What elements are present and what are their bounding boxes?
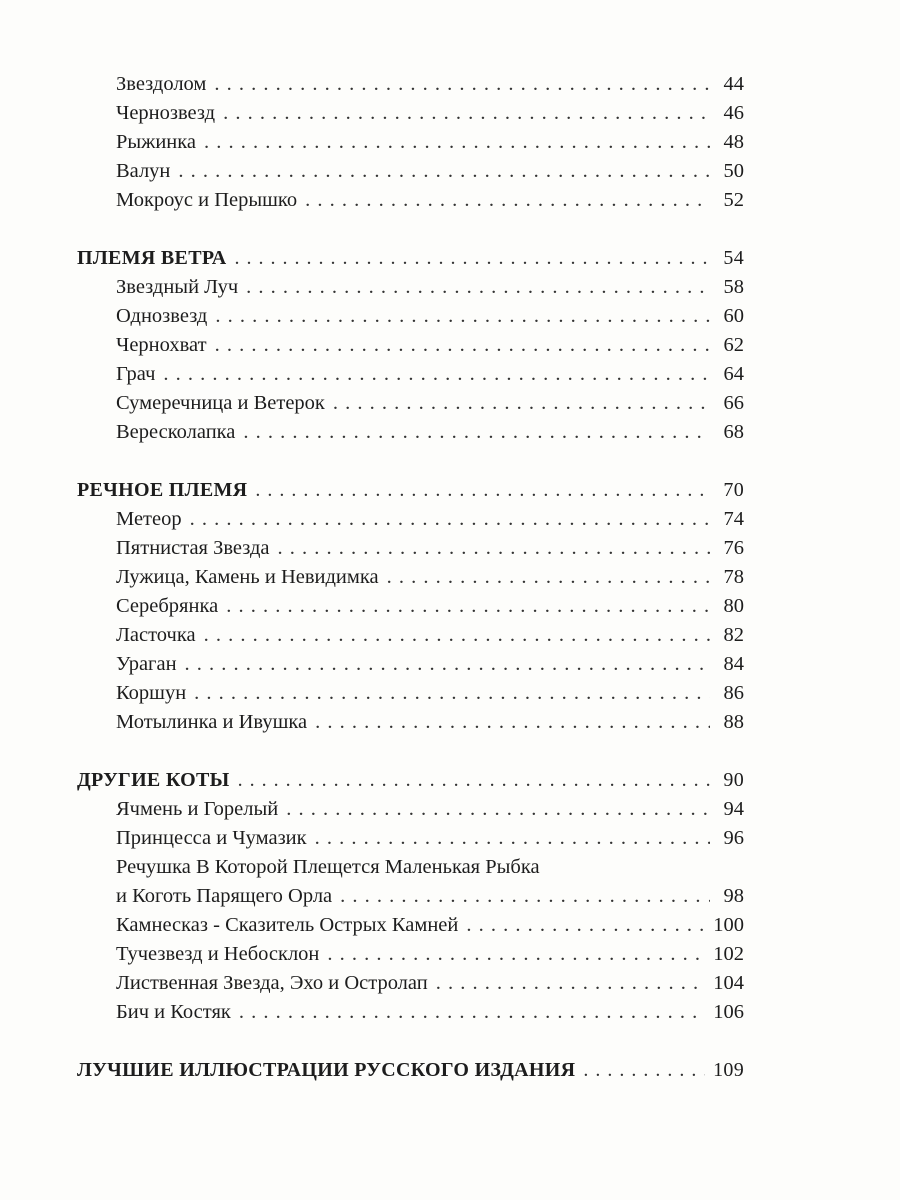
dot-leader [278,534,710,563]
toc-entry-title-continued: и Коготь Парящего Орла [116,885,333,907]
dot-leader [223,99,710,128]
toc-entry [116,708,744,737]
toc-entry-page: 96 [723,827,744,849]
toc-entry-page: 52 [723,189,744,211]
toc-entry-page: 48 [723,131,744,153]
toc-entry-title: Лужица, Камень и Невидимка [116,566,379,588]
toc-section-title: ЛУЧШИЕ ИЛЛЮСТРАЦИИ РУССКОГО ИЗДАНИЯ [77,1059,576,1081]
toc-section-heading [77,244,744,273]
dot-leader [178,157,710,186]
toc-entry [116,998,744,1027]
dot-leader [235,244,710,273]
toc-entry-page: 44 [723,73,744,95]
toc-entry [116,157,744,186]
toc-entry-title: Коршун [116,682,187,704]
toc-entry-page: 80 [723,595,744,617]
toc-entry-title: Тучезвезд и Небосклон [116,943,320,965]
dot-leader [255,476,710,505]
dot-leader [340,882,710,911]
dot-leader [286,795,710,824]
toc-entry-title: Принцесса и Чумазик [116,827,307,849]
toc-entry [116,563,744,592]
toc-entry [116,679,744,708]
toc-entry-page: 74 [723,508,744,530]
dot-leader [315,708,710,737]
table-of-contents [0,70,900,1085]
toc-section-page: 109 [713,1059,744,1081]
toc-entry-page: 50 [723,160,744,182]
dot-leader [436,969,706,998]
toc-entry [116,911,744,940]
toc-entry-page: 66 [723,392,744,414]
toc-entry [116,331,744,360]
toc-section-heading [77,1056,744,1085]
toc-entry-page: 84 [723,653,744,675]
toc-entry-title: Ячмень и Горелый [116,798,279,820]
toc-entry-title: Пятнистая Звезда [116,537,270,559]
dot-leader [204,621,710,650]
toc-entry [116,389,744,418]
dot-leader [215,302,710,331]
toc-entry-page: 60 [723,305,744,327]
section-spacer [0,737,900,766]
toc-entry-title: Рыжинка [116,131,197,153]
toc-entry [116,99,744,128]
toc-entry-page: 82 [723,624,744,646]
dot-leader [239,998,705,1027]
dot-leader [238,766,710,795]
toc-entry-title: Чернозвезд [116,102,216,124]
toc-entry-page: 98 [723,885,744,907]
toc-section-page: 90 [723,769,744,791]
toc-section-title: ДРУГИЕ КОТЫ [77,769,230,791]
toc-section-heading [77,766,744,795]
dot-leader [466,911,705,940]
toc-entry-page: 86 [723,682,744,704]
toc-entry-title: Метеор [116,508,182,530]
toc-entry-title: Чернохват [116,334,207,356]
toc-entry-page: 102 [713,943,744,965]
section-spacer [0,215,900,244]
dot-leader [163,360,710,389]
toc-entry-page: 76 [723,537,744,559]
toc-entry-page: 64 [723,363,744,385]
toc-entry-page: 104 [713,972,744,994]
toc-entry-page: 58 [723,276,744,298]
toc-entry-title: Ураган [116,653,177,675]
toc-entry-title: Лиственная Звезда, Эхо и Остролап [116,972,428,994]
toc-entry-page: 100 [713,914,744,936]
toc-entry-page: 78 [723,566,744,588]
toc-entry [116,795,744,824]
toc-entry-title: Валун [116,160,171,182]
dot-leader [215,331,710,360]
toc-entry [116,70,744,99]
toc-entry-page: 94 [723,798,744,820]
toc-entry-title: Мокроус и Перышко [116,189,298,211]
section-spacer [0,1027,900,1056]
toc-entry-title: Звездный Луч [116,276,239,298]
toc-entry [116,360,744,389]
dot-leader [185,650,710,679]
toc-entry-title: Звездолом [116,73,207,95]
toc-entry [116,505,744,534]
toc-section-heading [77,476,744,505]
dot-leader [315,824,710,853]
toc-entry [116,302,744,331]
toc-entry-title: Грач [116,363,156,385]
toc-section-page: 54 [723,247,744,269]
toc-entry [116,273,744,302]
dot-leader [305,186,710,215]
dot-leader [194,679,710,708]
toc-entry [116,418,744,447]
toc-entry [116,621,744,650]
toc-entry [116,592,744,621]
toc-entry-title: Сумеречница и Ветерок [116,392,325,414]
toc-entry [116,128,744,157]
toc-entry-title: Ласточка [116,624,196,646]
dot-leader [214,70,710,99]
toc-section-title: РЕЧНОЕ ПЛЕМЯ [77,479,248,501]
toc-section-title: ПЛЕМЯ ВЕТРА [77,247,227,269]
toc-entry-page: 88 [723,711,744,733]
toc-entry-page: 62 [723,334,744,356]
dot-leader [246,273,710,302]
toc-entry-title: Мотылинка и Ивушка [116,711,308,733]
toc-entry-first-line [116,853,744,882]
dot-leader [243,418,710,447]
toc-entry-title: Камнесказ - Сказитель Острых Камней [116,914,459,936]
toc-entry [116,824,744,853]
dot-leader [333,389,710,418]
toc-entry [116,534,744,563]
toc-entry-title: Вересколапка [116,421,236,443]
toc-entry-page: 46 [723,102,744,124]
dot-leader [387,563,710,592]
toc-entry-title: Однозвезд [116,305,208,327]
dot-leader [226,592,710,621]
toc-entry-title: Серебрянка [116,595,219,617]
toc-entry [116,969,744,998]
toc-entry [116,186,744,215]
dot-leader [204,128,710,157]
toc-entry [116,882,744,911]
toc-entry [116,650,744,679]
toc-entry-title: Бич и Костяк [116,1001,231,1023]
toc-section-page: 70 [723,479,744,501]
toc-entry-page: 68 [723,421,744,443]
toc-entry-page: 106 [713,1001,744,1023]
toc-entry-title: Речушка В Которой Плещется Маленькая Рыбка [116,856,540,878]
dot-leader [583,1056,705,1085]
toc-entry [116,940,744,969]
dot-leader [327,940,705,969]
dot-leader [190,505,710,534]
section-spacer [0,447,900,476]
